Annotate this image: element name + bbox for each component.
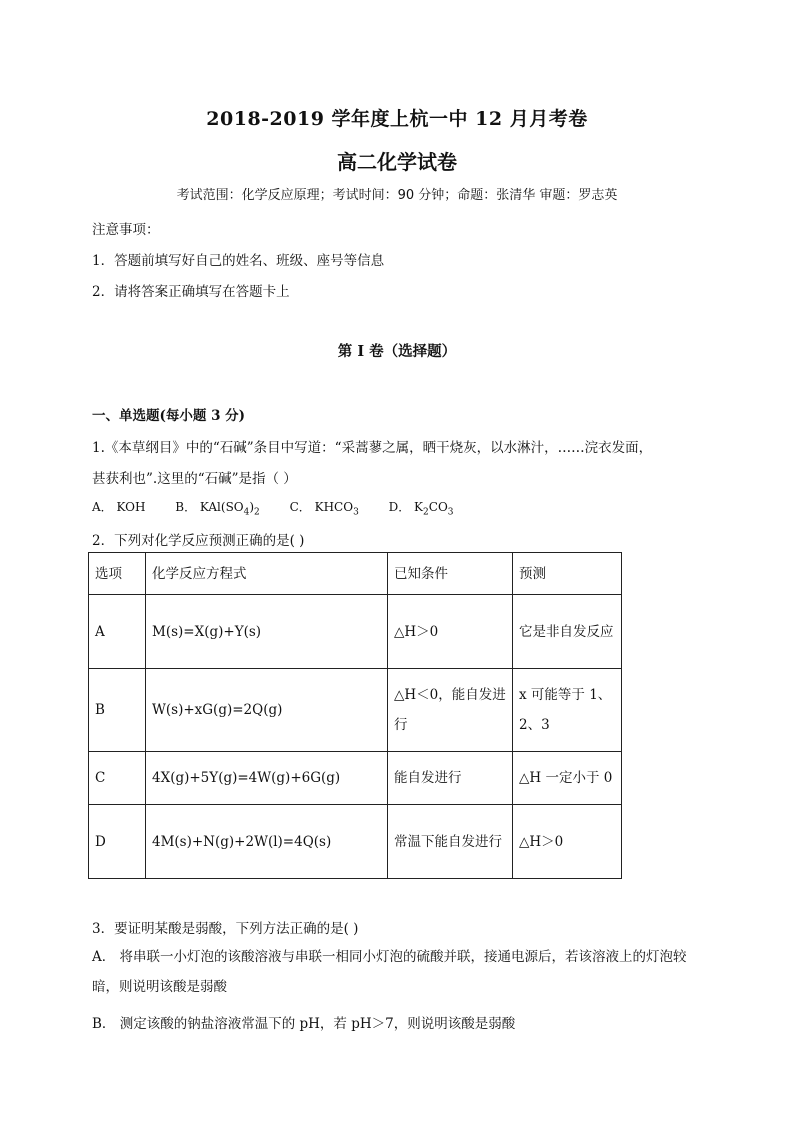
table-row xyxy=(89,595,622,669)
row-condition: △H＜0，能自发进行 xyxy=(388,669,513,752)
q2-stem: 2．下列对化学反应预测正确的是( ) xyxy=(92,533,305,549)
row-condition: 常温下能自发进行 xyxy=(388,805,513,879)
row-prediction: △H＞0 xyxy=(513,805,622,879)
row-equation: 4M(s)+N(g)+2W(l)=4Q(s) xyxy=(146,805,388,879)
table-row xyxy=(89,669,622,752)
table-header-cell: 化学反应方程式 xyxy=(146,553,388,595)
row-option: A xyxy=(89,595,146,669)
exam-info: 考试范围：化学反应原理；考试时间：90 分钟；命题：张清华 审题：罗志英 xyxy=(176,188,618,203)
row-equation: M(s)=X(g)+Y(s) xyxy=(146,595,388,669)
q1-option-d: D． $K_2CO_3$ xyxy=(388,500,454,518)
page-title: 2018-2019 学年度上杭一中 12 月月考卷 xyxy=(206,108,588,130)
row-condition: 能自发进行 xyxy=(388,752,513,805)
note-item-2: 2．请将答案正确填写在答题卡上 xyxy=(92,284,290,300)
note-item-1: 1．答题前填写好自己的姓名、班级、座号等信息 xyxy=(92,253,385,269)
row-prediction: x 可能等于 1、2、3 xyxy=(513,669,622,752)
q3-stem: 3．要证明某酸是弱酸，下列方法正确的是( ) xyxy=(92,921,359,937)
q1-options xyxy=(92,498,480,517)
row-option: D xyxy=(89,805,146,879)
row-prediction: △H 一定小于 0 xyxy=(513,752,622,805)
q3-option-a: A． 将串联一小灯泡的该酸溶液与串联一相同小灯泡的硫酸并联，接通电源后，若该溶液上的灯泡较暗，则说明该酸是弱酸 xyxy=(92,949,687,995)
table-header-cell: 已知条件 xyxy=(388,553,513,595)
q3-option-b: B． 测定该酸的钠盐溶液常温下的 pH，若 pH＞7，则说明该酸是弱酸 xyxy=(92,1016,516,1032)
q2-table xyxy=(88,552,622,879)
q1-stem-line-1: 1.《本草纲目》中的“石碱”条目中写道：“采蒿蓼之属，晒干烧灰，以水淋汁，……浣衣发面， xyxy=(92,440,653,456)
table-header-cell: 预测 xyxy=(513,553,622,595)
table-row xyxy=(89,805,622,879)
q1-stem-line-2: 甚获利也”.这里的“石碱”是指（ ） xyxy=(92,471,297,487)
row-equation: 4X(g)+5Y(g)=4W(g)+6G(g) xyxy=(146,752,388,805)
q1-option-c: C． $KHCO_3$ xyxy=(289,500,359,518)
page-subtitle: 高二化学试卷 xyxy=(337,150,457,174)
row-option: C xyxy=(89,752,146,805)
row-option: B xyxy=(89,669,146,752)
row-condition: △H＞0 xyxy=(388,595,513,669)
q1-option-b: B． $KAl(SO_4)_2$ xyxy=(175,500,260,518)
row-equation: W(s)+xG(g)=2Q(g) xyxy=(146,669,388,752)
notes-heading: 注意事项： xyxy=(92,222,160,238)
part-heading: 一、单选题(每小题 3 分) xyxy=(92,408,246,424)
section-title: 第 I 卷（选择题） xyxy=(337,343,457,360)
table-header-row xyxy=(89,553,622,595)
q1-option-a: A． KOH xyxy=(92,500,146,514)
table-row xyxy=(89,752,622,805)
row-prediction: 它是非自发反应 xyxy=(513,595,622,669)
table-header-cell: 选项 xyxy=(89,553,146,595)
